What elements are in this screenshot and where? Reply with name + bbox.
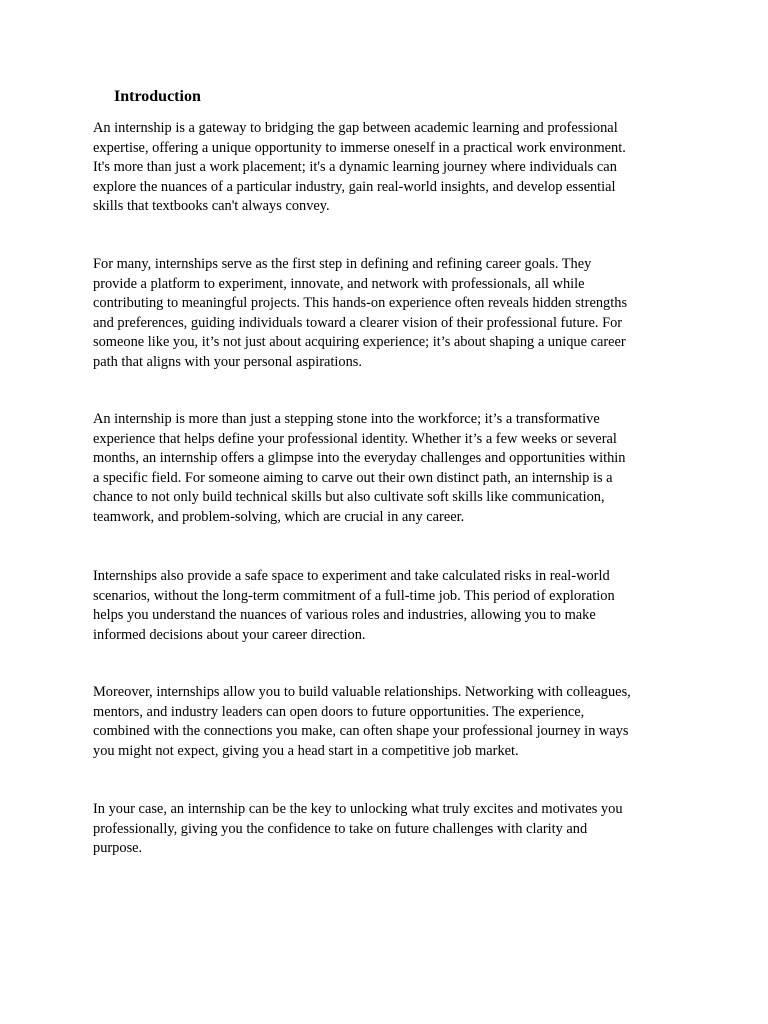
- paragraph-3: An internship is more than just a stepping stone into the workforce; it’s a transformative experience that helps define your professional identity. Whether it’s a few weeks or several months, an internship offers a glimpse into the everyday challenges and opportunities within a specific field. For someone aiming to carve out their own distinct path, an internship is a chance to not only build technical skills but also cultivate soft skills like communication, teamwork, and problem-solving, which are crucial in any career.: [93, 411, 626, 525]
- document-heading: Introduction: [114, 88, 201, 105]
- paragraph-1: An internship is a gateway to bridging the gap between academic learning and professional expertise, offering a unique opportunity to immerse oneself in a practical work environment. It's more than just a work placement; it's a dynamic learning journey where individuals can explore the nuances of a particular industry, gain real-world insights, and develop essential skills that textbooks can't always convey.: [93, 120, 626, 214]
- paragraph-6: In your case, an internship can be the key to unlocking what truly excites and motivates you professionally, giving you the confidence to take on future challenges with clarity and purpose.: [93, 801, 623, 856]
- paragraph-2: For many, internships serve as the first step in defining and refining career goals. They provide a platform to experiment, innovate, and network with professionals, all while contributing to meaningful projects. This hands-on experience often reveals hidden strengths and preferences, guiding individuals toward a clearer vision of their professional future. For someone like you, it’s not just about acquiring experience; it’s about shaping a unique career path that aligns with your personal aspirations.: [93, 256, 628, 370]
- paragraph-5: Moreover, internships allow you to build valuable relationships. Networking with colleagues, mentors, and industry leaders can open doors to future opportunities. The experience, combined with the connections you make, can often shape your professional journey in ways you might not expect, giving you a head start in a competitive job market.: [93, 684, 631, 759]
- paragraph-4: Internships also provide a safe space to experiment and take calculated risks in real-world scenarios, without the long-term commitment of a full-time job. This period of exploration helps you understand the nuances of various roles and industries, allowing you to make informed decisions about your career direction.: [93, 568, 615, 643]
